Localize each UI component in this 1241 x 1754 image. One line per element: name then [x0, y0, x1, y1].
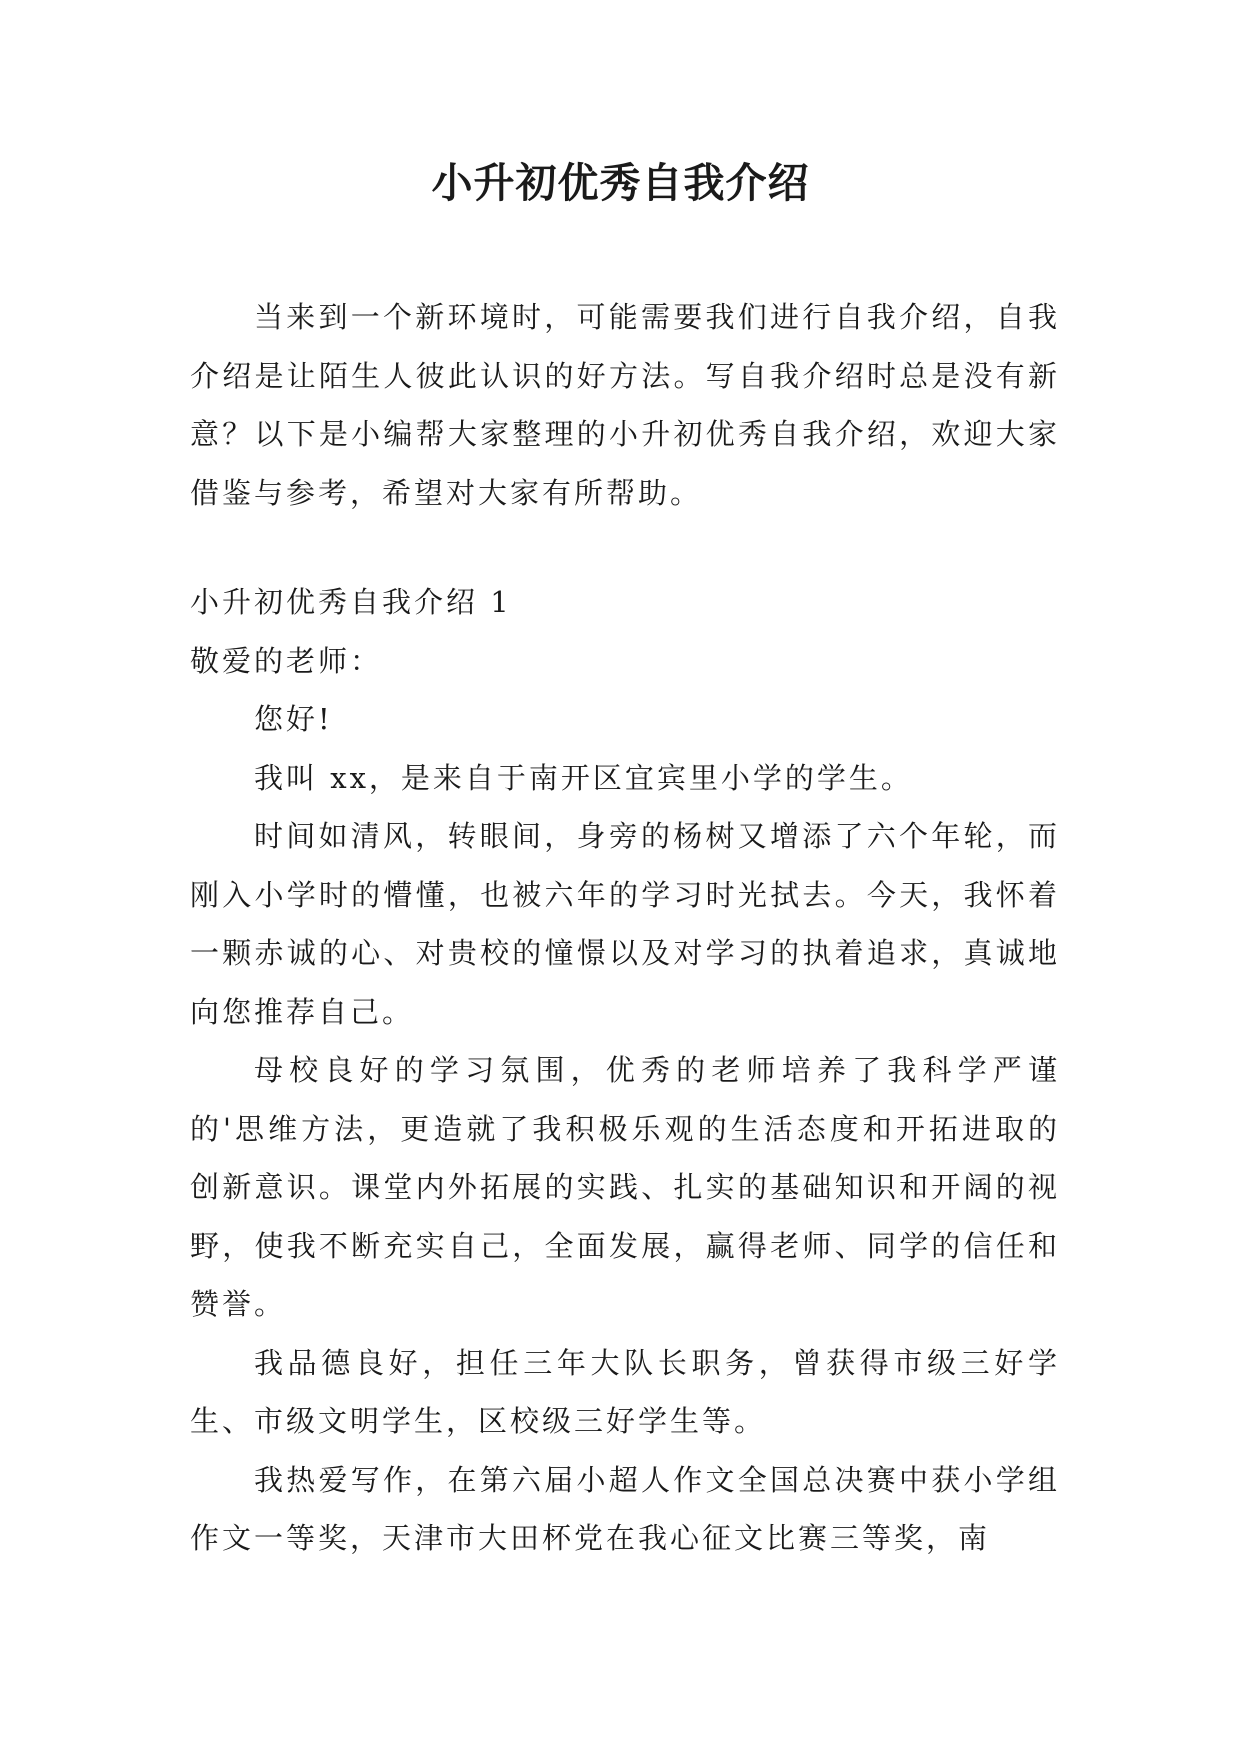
document-title: 小升初优秀自我介绍: [431, 159, 810, 207]
salutation: 敬爱的老师：: [190, 643, 383, 678]
section-heading: 小升初优秀自我介绍 1: [190, 585, 512, 619]
body-paragraph: 我热爱写作，在第六届小超人作文全国总决赛中获小学组作文一等奖，天津市大田杯党在我心征文比赛三等奖，南: [190, 1462, 1060, 1555]
body-paragraph: 时间如清风，转眼间，身旁的杨树又增添了六个年轮，而刚入小学时的懵懂，也被六年的学习时光拭去。今天，我怀着一颗赤诚的心、对贵校的憧憬以及对学习的执着追求，真诚地向您推荐自己。: [190, 819, 1060, 1029]
body-paragraph: 母校良好的学习氛围，优秀的老师培养了我科学严谨的'思维方法，更造就了我积极乐观的生活态度和开拓进取的创新意识。课堂内外拓展的实践、扎实的基础知识和开阔的视野，使我不断充实自己，全面发展，赢得老师、同学的信任和赞誉。: [190, 1053, 1060, 1321]
intro-paragraph: 当来到一个新环境时，可能需要我们进行自我介绍，自我介绍是让陌生人彼此认识的好方法。写自我介绍时总是没有新意？以下是小编帮大家整理的小升初优秀自我介绍，欢迎大家借鉴与参考，希望对大家有所帮助。: [190, 300, 1060, 510]
greeting: 您好!: [254, 702, 333, 736]
body-paragraph: 我品德良好，担任三年大队长职务，曾获得市级三好学生、市级文明学生，区校级三好学生等。: [190, 1345, 1060, 1438]
letter-block: [190, 573, 1060, 1568]
body-paragraph: 我叫 xx，是来自于南开区宜宾里小学的学生。: [254, 760, 913, 795]
intro-block: [190, 288, 1060, 522]
